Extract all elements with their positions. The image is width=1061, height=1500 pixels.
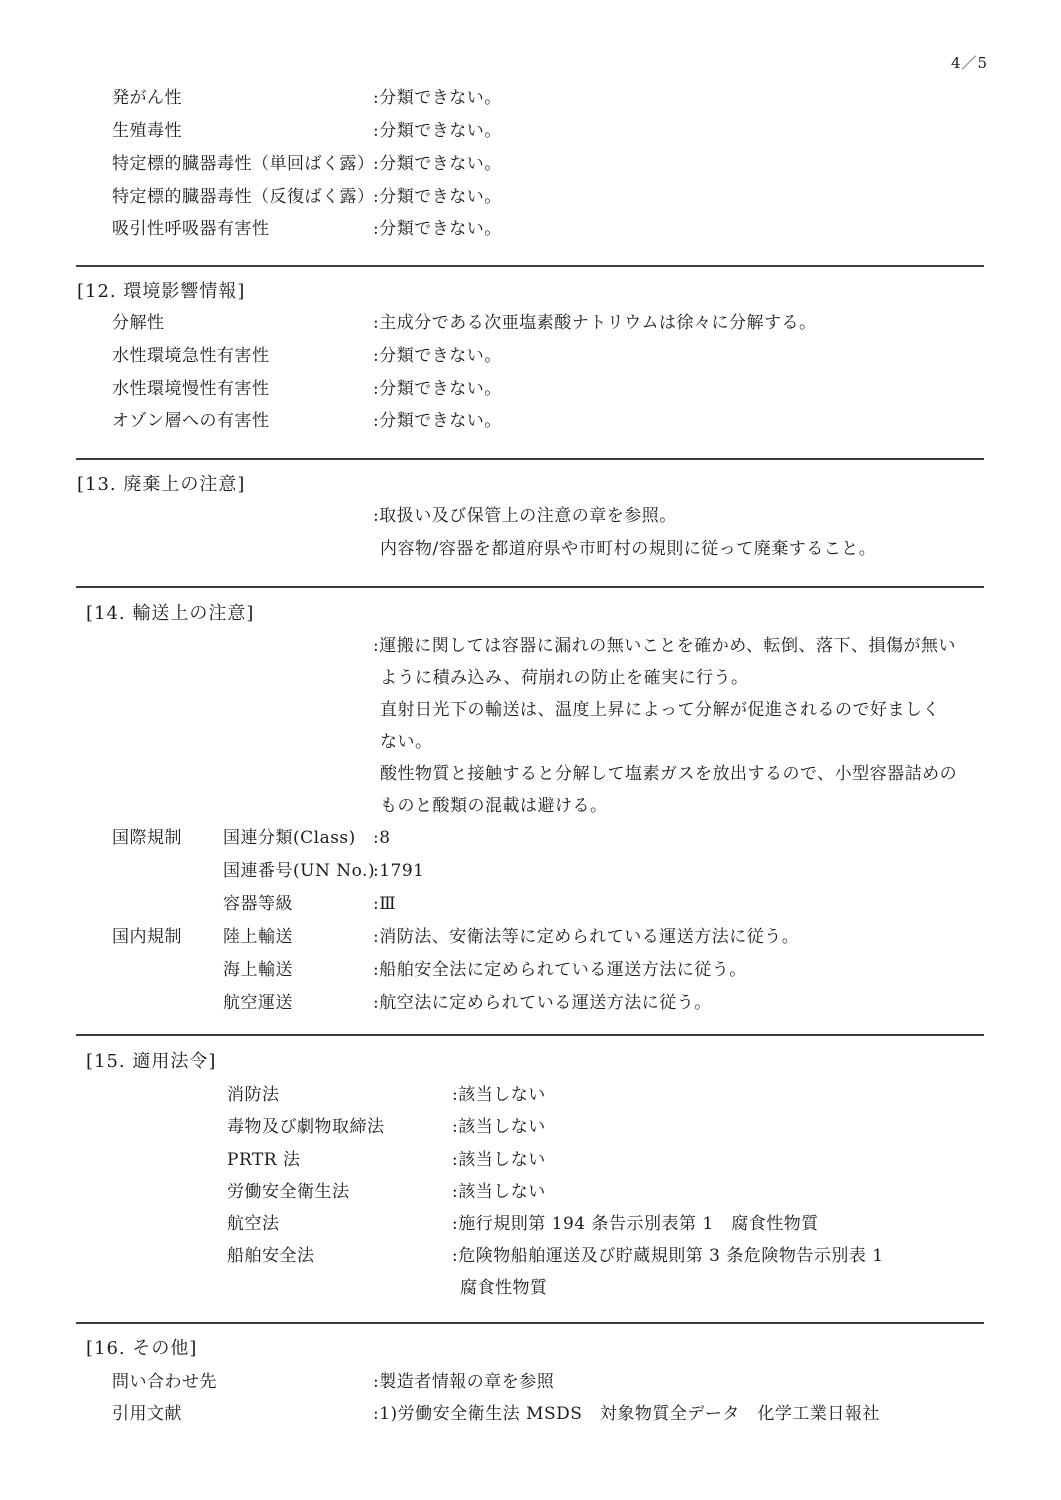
row-label: 労働安全衛生法 [227,1182,350,1202]
row-value: :分類できない。 [373,187,502,207]
row-value: :分類できない。 [373,346,502,366]
row-value: :消防法、安衛法等に定められている運送方法に従う。 [373,927,800,947]
body-line: 直射日光下の輸送は、温度上昇によって分解が促進されるので好ましく [380,700,940,720]
row-group: 国内規制 [112,927,182,947]
row-label: 分解性 [112,313,165,333]
row-label: 吸引性呼吸器有害性 [112,219,270,239]
row-value: :分類できない。 [373,154,502,174]
section-divider [76,1322,984,1324]
row-label: 発がん性 [112,88,182,108]
section-13-title: [13. 廃棄上の注意] [77,474,246,495]
row-value: :航空法に定められている運送方法に従う。 [373,993,712,1013]
row-label: 容器等級 [223,894,293,914]
row-value: :該当しない [452,1117,546,1137]
row-value: :施行規則第 194 条告示別表第 1 腐食性物質 [452,1214,819,1234]
row-label: 特定標的臓器毒性（反復ばく露） [112,187,375,207]
page-number: 4／5 [951,54,989,72]
section-12-title: [12. 環境影響情報] [77,281,246,302]
row-label: 毒物及び劇物取締法 [227,1117,385,1137]
row-label: オゾン層への有害性 [112,411,270,431]
row-label: 陸上輸送 [223,927,293,947]
row-label: PRTR 法 [227,1150,301,1170]
body-line: :取扱い及び保管上の注意の章を参照。 [373,506,677,526]
row-value: :該当しない [452,1150,546,1170]
row-value: :分類できない。 [373,219,502,239]
body-line: ように積み込み、荷崩れの防止を確実に行う。 [380,668,749,688]
row-label: 海上輸送 [223,960,293,980]
row-value: :1791 [373,861,425,881]
row-value: :危険物船舶運送及び貯蔵規則第 3 条危険物告示別表 1 [452,1246,884,1266]
row-label: 国連番号(UN No.) [223,861,376,881]
row-label: 国連分類(Class) [223,828,356,848]
row-value: :分類できない。 [373,379,502,399]
row-value: :分類できない。 [373,88,502,108]
section-divider [76,586,984,588]
section-16-title: [16. その他] [86,1338,198,1359]
row-value: :船舶安全法に定められている運送方法に従う。 [373,960,747,980]
row-value: :8 [373,828,391,848]
body-line: ない。 [380,732,433,752]
row-label: 水性環境慢性有害性 [112,379,270,399]
section-divider [76,1034,984,1036]
row-label: 航空法 [227,1214,280,1234]
row-value: :製造者情報の章を参照 [373,1372,555,1392]
body-line: :運搬に関しては容器に漏れの無いことを確かめ、転倒、落下、損傷が無い [373,636,957,656]
row-value: :分類できない。 [373,121,502,141]
row-label: 特定標的臓器毒性（単回ばく露） [112,154,375,174]
row-label: 引用文献 [112,1404,182,1424]
row-group: 国際規制 [112,828,182,848]
row-value-continuation: 腐食性物質 [460,1278,548,1298]
section-15-title: [15. 適用法令] [86,1051,217,1072]
body-line: 内容物/容器を都道府県や市町村の規則に従って廃棄すること。 [380,539,877,559]
row-value: :該当しない [452,1182,546,1202]
section-divider [76,458,984,460]
body-line: ものと酸類の混載は避ける。 [380,796,608,816]
row-value: :該当しない [452,1085,546,1105]
row-value: :主成分である次亜塩素酸ナトリウムは徐々に分解する。 [373,313,817,333]
row-label: 消防法 [227,1085,280,1105]
row-label: 生殖毒性 [112,121,182,141]
row-value: :分類できない。 [373,411,502,431]
section-divider [76,265,984,267]
row-label: 問い合わせ先 [112,1372,217,1392]
section-14-title: [14. 輸送上の注意] [86,603,255,624]
body-line: 酸性物質と接触すると分解して塩素ガスを放出するので、小型容器詰めの [380,764,958,784]
row-label: 船舶安全法 [227,1246,315,1266]
row-value: :Ⅲ [373,894,397,914]
row-label: 航空運送 [223,993,293,1013]
row-label: 水性環境急性有害性 [112,346,270,366]
row-value: :1)労働安全衛生法 MSDS 対象物質全データ 化学工業日報社 [373,1404,880,1424]
